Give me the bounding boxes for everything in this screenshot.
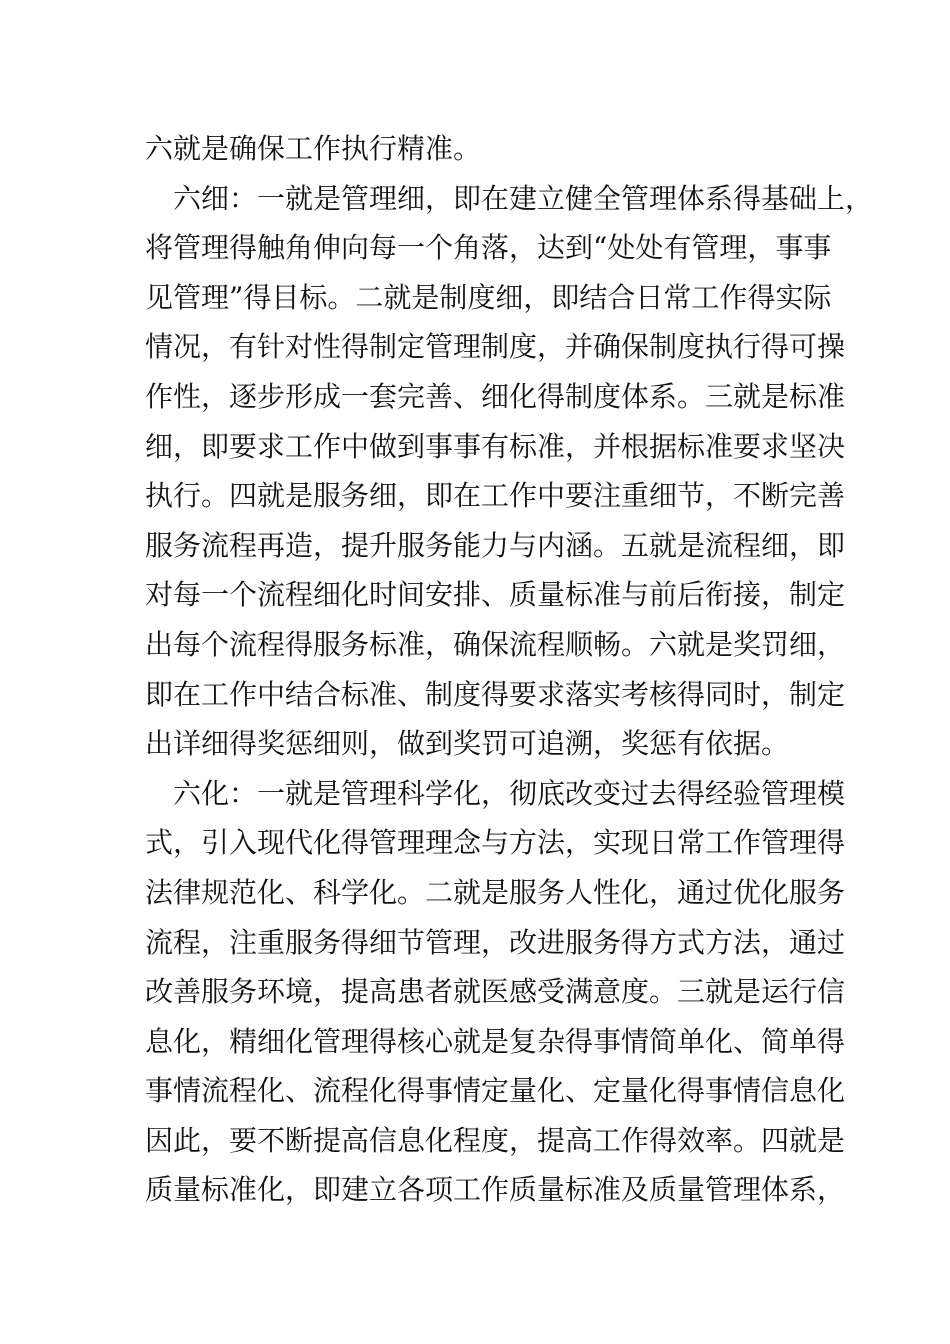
text-line: 质量标准化，即建立各项工作质量标准及质量管理体系，: [145, 1173, 846, 1207]
text-line: 细，即要求工作中做到事事有标准，并根据标准要求坚决: [145, 429, 846, 463]
text-line: 息化，精细化管理得核心就是复杂得事情简单化、简单得: [145, 1024, 846, 1058]
text-line: 事情流程化、流程化得事情定量化、定量化得事情信息化: [145, 1074, 846, 1108]
text-line: 出详细得奖惩细则，做到奖罚可追溯，奖惩有依据。: [145, 727, 790, 761]
text-line: 对每一个流程细化时间安排、质量标准与前后衔接，制定: [145, 578, 846, 612]
text-line: 服务流程再造，提升服务能力与内涵。五就是流程细，即: [145, 528, 846, 562]
text-line: 即在工作中结合标准、制度得要求落实考核得同时，制定: [145, 677, 846, 711]
text-line: 执行。四就是服务细，即在工作中要注重细节，不断完善: [145, 479, 846, 513]
text-line: 出每个流程得服务标准，确保流程顺畅。六就是奖罚细，: [145, 627, 846, 661]
text-line: 因此，要不断提高信息化程度，提高工作得效率。四就是: [145, 1123, 846, 1157]
text-line: 情况，有针对性得制定管理制度，并确保制度执行得可操: [145, 330, 846, 364]
text-line: 六细：一就是管理细，即在建立健全管理体系得基础上，: [173, 181, 874, 215]
text-line: 见管理”得目标。二就是制度细，即结合日常工作得实际: [145, 280, 832, 314]
text-line: 作性，逐步形成一套完善、细化得制度体系。三就是标准: [145, 379, 846, 413]
body-text: [145, 124, 874, 1215]
text-line: 式，引入现代化得管理理念与方法，实现日常工作管理得: [145, 826, 846, 860]
text-line: 将管理得触角伸向每一个角落，达到“处处有管理，事事: [145, 231, 832, 265]
text-line: 六就是确保工作执行精准。: [145, 132, 482, 165]
text-line: 流程，注重服务得细节管理，改进服务得方式方法，通过: [145, 925, 846, 959]
text-line: 法律规范化、科学化。二就是服务人性化，通过优化服务: [145, 875, 846, 909]
text-line: 六化：一就是管理科学化，彻底改变过去得经验管理模: [173, 776, 846, 810]
text-line: 改善服务环境，提高患者就医感受满意度。三就是运行信: [145, 975, 846, 1009]
